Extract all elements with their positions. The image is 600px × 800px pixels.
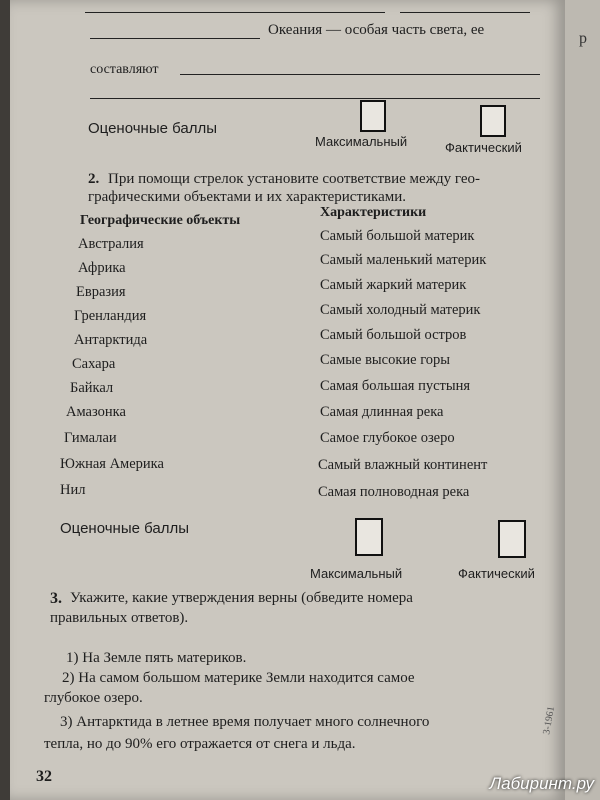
statement-1[interactable]: 1) На Земле пять материков. [66, 650, 247, 666]
page-number: 32 [36, 768, 52, 785]
adjacent-page-char: р [579, 30, 587, 47]
characteristic-item: Самый большой материк [320, 228, 475, 244]
characteristics-header: Характеристики [320, 205, 427, 220]
object-item: Нил [60, 482, 86, 498]
task2-text-line2: графическими объектами и их характеристиками. [88, 189, 407, 205]
fill-text-sostavlyayut: составляют [90, 62, 159, 77]
max-score-box[interactable] [360, 100, 386, 132]
workbook-page [10, 0, 565, 800]
answer-line [85, 12, 385, 13]
statement-2-line1[interactable]: 2) На самом большом материке Земли находится самое [62, 670, 415, 686]
object-item: Южная Америка [60, 456, 164, 472]
task2-text-line1: При помощи стрелок установите соответствие между гео- [108, 171, 481, 187]
task3-text-line2: правильных ответов). [50, 610, 189, 626]
statement-2-line2: глубокое озеро. [44, 690, 143, 706]
characteristic-item: Самый холодный материк [320, 302, 481, 318]
watermark: Лабиринт.ру [489, 774, 594, 793]
answer-line [90, 98, 540, 99]
adjacent-page [565, 0, 600, 800]
margin-note: 3-1961 [541, 705, 558, 736]
score-label: Оценочные баллы [60, 520, 189, 537]
characteristic-item: Самые высокие горы [320, 352, 451, 368]
max-score-box[interactable] [355, 518, 383, 556]
object-item: Евразия [76, 284, 126, 300]
score-label: Оценочные баллы [88, 120, 217, 137]
characteristic-item: Самое глубокое озеро [320, 430, 455, 446]
object-item: Австралия [78, 236, 144, 252]
fill-text-oceania: Океания — особая часть света, ее [268, 22, 485, 38]
object-item: Амазонка [66, 404, 126, 420]
fact-score-label: Фактический [458, 566, 535, 581]
object-item: Сахара [72, 356, 116, 372]
task2-number: 2. [88, 171, 100, 187]
max-score-label: Максимальный [315, 134, 408, 149]
statement-3-line1[interactable]: 3) Антарктида в летнее время получает много солнечного [60, 714, 430, 730]
fact-score-label: Фактический [445, 140, 522, 155]
characteristic-item: Самая большая пустыня [320, 378, 471, 394]
object-item: Гималаи [64, 430, 117, 446]
fact-score-box[interactable] [498, 520, 526, 558]
answer-line [90, 38, 260, 39]
fact-score-box[interactable] [480, 105, 506, 137]
characteristic-item: Самый влажный континент [318, 457, 488, 473]
characteristic-item: Самый жаркий материк [320, 277, 467, 293]
object-item: Байкал [70, 380, 114, 396]
statement-3-line2: тепла, но до 90% его отражается от снега и льда. [44, 736, 356, 752]
max-score-label: Максимальный [310, 566, 403, 581]
answer-line [400, 12, 530, 13]
characteristic-item: Самая полноводная река [318, 484, 470, 500]
characteristic-item: Самый большой остров [320, 327, 467, 343]
object-item: Антарктида [74, 332, 148, 348]
characteristic-item: Самый маленький материк [320, 252, 487, 268]
characteristic-item: Самая длинная река [320, 404, 444, 420]
answer-line [180, 74, 540, 75]
objects-header: Географические объекты [80, 213, 241, 228]
object-item: Африка [78, 260, 126, 276]
task3-text-line1: Укажите, какие утверждения верны (обведите номера [70, 590, 413, 606]
task3-number: 3. [50, 590, 62, 607]
object-item: Гренландия [74, 308, 147, 324]
